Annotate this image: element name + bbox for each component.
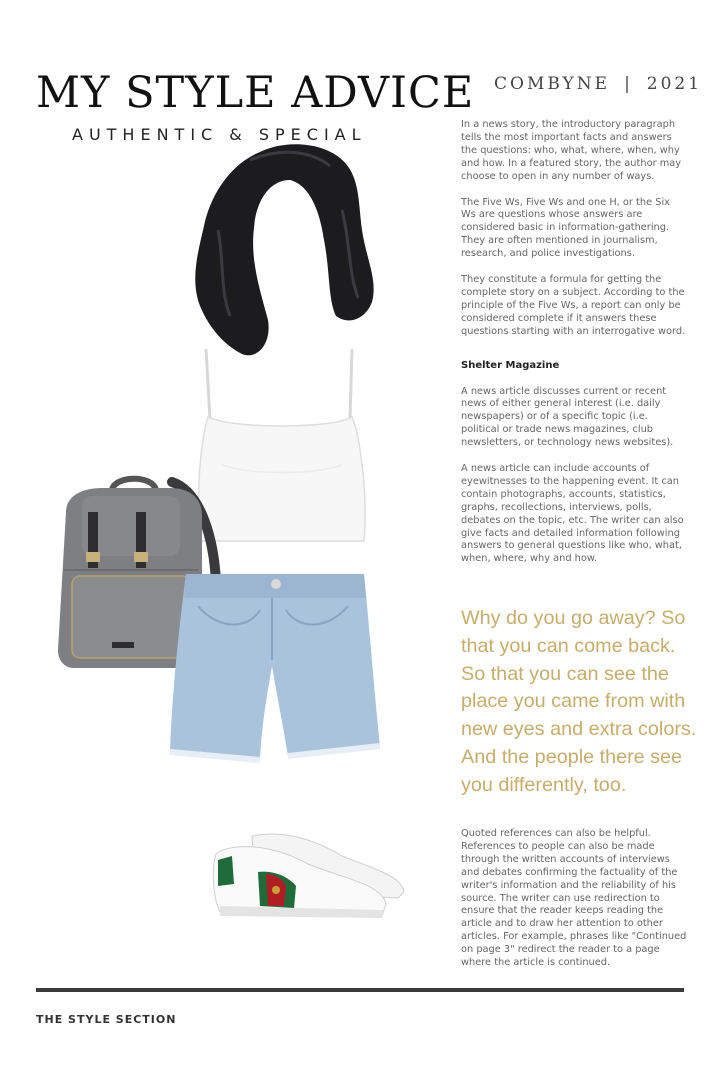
article-paragraph: In a news story, the introductory paragraph tells the most important facts and answers the questions: who, what, where, when, why and how. In a featured story, the author may choose to open in any number of ways. [461,119,682,182]
article-paragraph: The Five Ws, Five Ws and one H, or the Six Ws are questions whose answers are considered basic in information-gathering. They are often mentioned in journalism, research, and police investigations. [461,196,670,260]
article-column [461,119,687,579]
brand-year: 2021 [646,74,703,94]
brand-line [494,74,702,94]
page-subtitle: AUTHENTIC & SPECIAL [72,125,367,144]
white-sneakers-image [212,826,408,922]
article-paragraph: A news article can include accounts of eyewitnesses to the happening event. It can contain photographs, accounts, statistics, graphs, recollections, interviews, polls, debates on the topic, etc. The writer can also give facts and detailed information following answers to general questions like who, what, when, where, why and how. [461,463,684,565]
closing-paragraph: Quoted references can also be helpful. References to people can also be made through the written accounts of interviews and debates confirming the factuality of the writer's information and the reliability of his source. The writer can use redirection to ensure that the reader keeps reading the article and to draw her attention to other articles. For example, phrases like "Continued on page 3" redirect the reader to a page where the article is continued. [461,828,687,969]
brand-separator: | [624,74,633,94]
footer-section-label: THE STYLE SECTION [36,1013,177,1026]
section-heading: Shelter Magazine [461,359,560,371]
footer-rule [36,988,684,992]
brand-name: COMBYNE [494,74,611,94]
denim-shorts-image [168,570,382,775]
article-paragraph: They constitute a formula for getting the complete story on a subject. According to the principle of the Five Ws, a report can only be considered complete if it answers these questions starting with an interrogative word. [461,274,686,337]
pull-quote: Why do you go away? So that you can come back. So that you can see the place you came from with new eyes and extra colors. And the people there see you differently, too. [461,607,697,796]
hair-wig-image [190,140,385,362]
page-title: MY STYLE ADVICE [36,68,475,118]
article-paragraph: A news article discusses current or recent news of either general interest (i.e. daily newspapers) or of a specific topic (i.e. political or trade news magazines, club newsletters, or technology news websites). [461,385,674,449]
